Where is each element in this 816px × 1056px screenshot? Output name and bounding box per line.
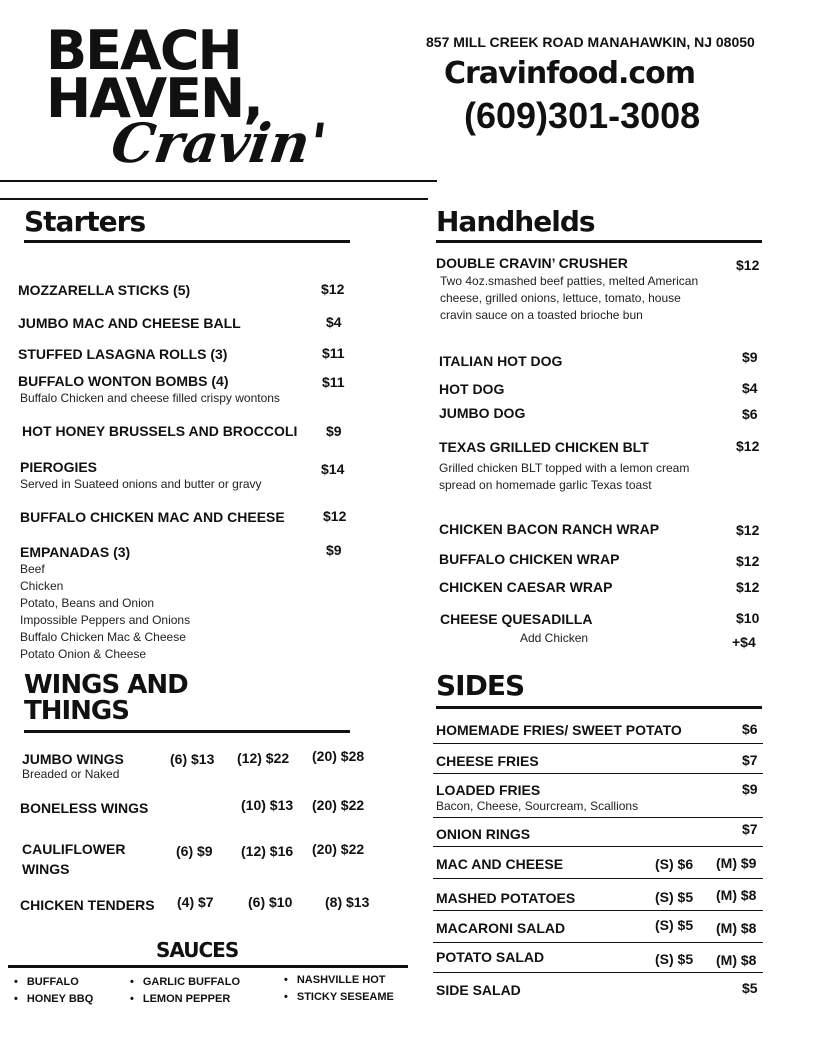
sides-underline	[436, 706, 762, 709]
menu-item-price: $9	[326, 542, 342, 558]
side-price-small: (S) $6	[655, 856, 694, 872]
menu-item-price: $9	[742, 781, 758, 797]
menu-item-price: $9	[742, 349, 758, 365]
menu-item-price: $7	[742, 752, 758, 768]
sauce-item: • STICKY SESEAME	[284, 991, 394, 1003]
menu-item-name: CHICKEN CAESAR WRAP	[439, 579, 613, 595]
wings-underline	[24, 730, 350, 733]
menu-item-price: $11	[322, 374, 345, 390]
menu-item-name: HOT DOG	[439, 381, 505, 397]
sauce-item: • BUFFALO	[14, 976, 79, 988]
menu-item-name: CHEESE FRIES	[436, 753, 539, 769]
menu-item-name: TEXAS GRILLED CHICKEN BLT	[439, 439, 649, 455]
menu-item-name: POTATO SALAD	[436, 949, 545, 965]
side-price-medium: (M) $9	[716, 855, 757, 871]
row-divider	[433, 910, 763, 911]
menu-item-name: CHICKEN TENDERS	[20, 897, 155, 913]
menu-item-price: $10	[736, 610, 760, 626]
menu-item-name: BONELESS WINGS	[20, 800, 149, 816]
menu-item-description: Two 4oz.smashed beef patties, melted American cheese, grilled onions, lettuce, tomato, house cravin sauce on a toasted brioche bun	[440, 274, 699, 322]
phone-number: (609)301-3008	[464, 95, 701, 136]
wing-price-medium: (6) $10	[248, 894, 293, 910]
menu-item-name: ONION RINGS	[436, 826, 531, 842]
wing-price-large: (20) $22	[312, 841, 365, 857]
menu-item-name: MACARONI SALAD	[436, 920, 566, 936]
menu-item-price: $5	[742, 980, 758, 996]
menu-item-description: Bacon, Cheese, Sourcream, Scallions	[436, 799, 639, 813]
menu-item-name: MOZZARELLA STICKS (5)	[18, 282, 191, 298]
starters-title: Starters	[24, 205, 146, 238]
logo-script-cravin: Cravin'	[107, 111, 331, 175]
empanada-option: Potato Onion & Cheese	[20, 647, 147, 661]
menu-item-name: JUMBO MAC AND CHEESE BALL	[18, 315, 241, 331]
row-divider	[433, 972, 763, 973]
empanada-option: Chicken	[20, 579, 64, 593]
wing-price-small: (6) $9	[176, 843, 213, 859]
wing-price-medium: (12) $16	[241, 843, 294, 859]
menu-item-name: BUFFALO CHICKEN MAC AND CHEESE	[20, 509, 285, 525]
sauces-underline	[8, 965, 408, 968]
menu-item-price: $6	[742, 721, 758, 737]
side-price-small: (S) $5	[655, 917, 694, 933]
empanada-options	[20, 561, 190, 663]
menu-item-name: LOADED FRIES	[436, 782, 541, 798]
wing-price-medium: (10) $13	[241, 797, 294, 813]
logo-line-beach: BEACH	[46, 19, 241, 82]
menu-item-price: $9	[326, 423, 342, 439]
header-divider-top	[0, 180, 437, 182]
menu-item-name: CAULIFLOWER	[22, 841, 126, 857]
wings-title-line2: THINGS	[24, 696, 129, 726]
menu-item-price: $12	[736, 553, 760, 569]
menu-item-price: $12	[323, 508, 347, 524]
empanada-option: Buffalo Chicken Mac & Cheese	[20, 630, 186, 644]
sauce-item: • GARLIC BUFFALO	[130, 976, 240, 988]
menu-item-description: Grilled chicken BLT topped with a lemon cream spread on homemade garlic Texas toast	[439, 461, 690, 492]
menu-item-name: SIDE SALAD	[436, 982, 521, 998]
empanada-option: Impossible Peppers and Onions	[20, 613, 191, 627]
sauce-item: • NASHVILLE HOT	[284, 974, 385, 986]
menu-item-name: EMPANADAS (3)	[20, 544, 131, 560]
wings-title-line1: WINGS AND	[24, 670, 188, 700]
menu-item-name: PIEROGIES	[20, 459, 98, 475]
menu-item-name: JUMBO WINGS	[22, 751, 124, 767]
menu-item-name: MAC AND CHEESE	[436, 856, 564, 872]
menu-item-name: MASHED POTATOES	[436, 890, 576, 906]
menu-item-name: ITALIAN HOT DOG	[439, 353, 563, 369]
menu-item-price: $4	[742, 380, 758, 396]
website: Cravinfood.com	[444, 56, 696, 91]
menu-item-name: HOMEMADE FRIES/ SWEET POTATO	[436, 722, 682, 738]
menu-item-price: $12	[321, 281, 345, 297]
wing-price-large: (20) $22	[312, 797, 365, 813]
side-price-small: (S) $5	[655, 889, 694, 905]
menu-item-price: $4	[326, 314, 342, 330]
menu-item-price: $7	[742, 821, 758, 837]
wing-price-medium: (12) $22	[237, 750, 290, 766]
wing-price-small: (4) $7	[177, 894, 214, 910]
restaurant-address: 857 MILL CREEK ROAD MANAHAWKIN, NJ 08050	[426, 34, 755, 50]
menu-item-price: $12	[736, 579, 760, 595]
menu-item-price: $6	[742, 406, 758, 422]
logo-line-haven: HAVEN,	[46, 67, 262, 130]
row-divider	[433, 942, 763, 943]
side-price-medium: (M) $8	[716, 887, 757, 903]
row-divider	[433, 817, 763, 818]
menu-item-name: CHICKEN BACON RANCH WRAP	[439, 521, 660, 537]
menu-item-price: $12	[736, 257, 760, 273]
starters-underline	[24, 240, 350, 243]
sides-title: SIDES	[436, 669, 525, 702]
empanada-option: Potato, Beans and Onion	[20, 596, 155, 610]
sauces-title: SAUCES	[156, 938, 239, 962]
row-divider	[433, 743, 763, 744]
addon-label: Add Chicken	[520, 631, 589, 645]
menu-item-name: CHEESE QUESADILLA	[440, 611, 593, 627]
handhelds-title: Handhelds	[436, 205, 595, 238]
menu-item-price: $14	[321, 461, 345, 477]
sauce-item: • LEMON PEPPER	[130, 993, 230, 1005]
row-divider	[433, 846, 763, 847]
menu-item-name: BUFFALO CHICKEN WRAP	[439, 551, 620, 567]
wing-price-large: (20) $28	[312, 748, 365, 764]
menu-item-name: WINGS	[22, 861, 70, 877]
menu-item-name: JUMBO DOG	[439, 405, 526, 421]
menu-item-name: HOT HONEY BRUSSELS AND BROCCOLI	[22, 423, 298, 439]
addon-price: +$4	[732, 634, 756, 650]
header-divider-bottom	[0, 198, 428, 200]
menu-item-description: Breaded or Naked	[22, 767, 120, 781]
row-divider	[433, 773, 763, 774]
menu-item-description: Served in Suateed onions and butter or gravy	[20, 477, 262, 491]
side-price-small: (S) $5	[655, 951, 694, 967]
sauce-item: • HONEY BBQ	[14, 993, 93, 1005]
handhelds-underline	[436, 240, 762, 243]
side-price-medium: (M) $8	[716, 952, 757, 968]
menu-item-price: $12	[736, 522, 760, 538]
menu-item-price: $12	[736, 438, 760, 454]
menu-item-name: DOUBLE CRAVIN’ CRUSHER	[436, 255, 628, 271]
menu-item-price: $11	[322, 345, 345, 361]
wing-price-small: (6) $13	[170, 751, 215, 767]
empanada-option: Beef	[20, 562, 45, 576]
side-price-medium: (M) $8	[716, 920, 757, 936]
menu-item-name: BUFFALO WONTON BOMBS (4)	[18, 373, 229, 389]
wing-price-large: (8) $13	[325, 894, 370, 910]
row-divider	[433, 878, 763, 879]
menu-item-description: Buffalo Chicken and cheese filled crispy wontons	[20, 391, 280, 405]
menu-item-name: STUFFED LASAGNA ROLLS (3)	[18, 346, 228, 362]
